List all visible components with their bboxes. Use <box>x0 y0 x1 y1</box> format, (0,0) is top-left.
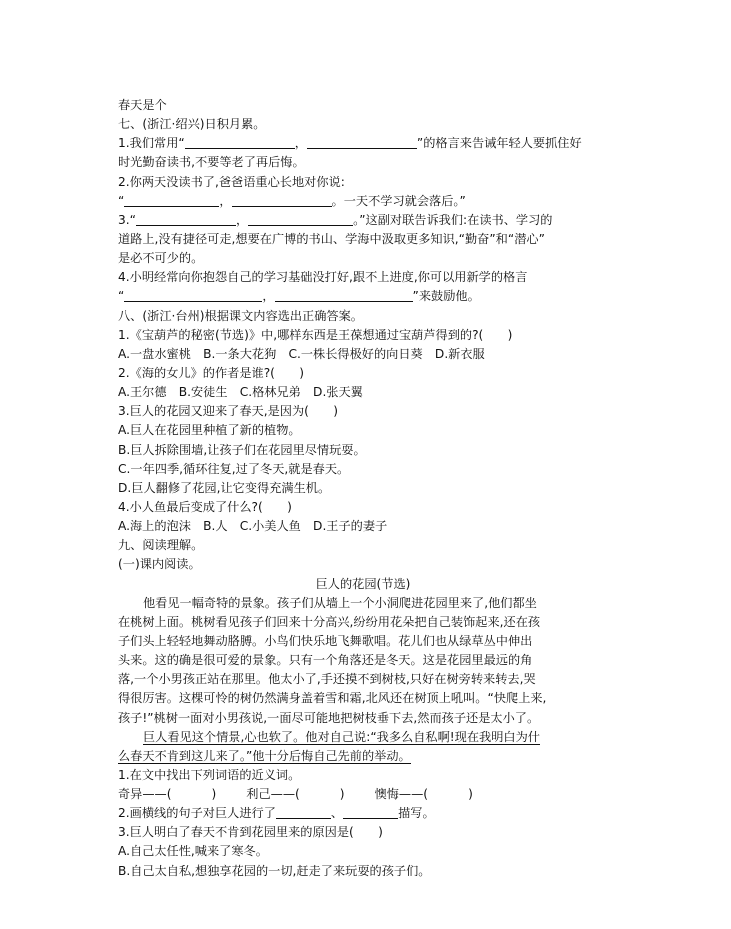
option-d[interactable]: D.巨人翻修了花园,让它变得充满生机。 <box>118 480 331 495</box>
question-8-2-options[interactable]: A.王尔德 B.安徒生 C.格林兄弟 D.张天翼 <box>118 385 363 400</box>
passage-line: 他看见一幅奇特的景象。孩子们从墙上一个小洞爬进花园里来了,他们都坐 <box>143 595 537 610</box>
section-eight-title: 八、(浙江·台州)根据课文内容选出正确答案。 <box>118 308 363 323</box>
passage-line: 在桃树上面。桃树看见孩子们回来十分高兴,纷纷用花朵把自己装饰起来,还在孩 <box>118 614 541 629</box>
section-seven-title: 七、(浙江·绍兴)日积月累。 <box>118 117 266 132</box>
option-b[interactable]: B.巨人拆除围墙,让孩子们在花园里尽情玩耍。 <box>118 442 366 457</box>
answer-blank[interactable] <box>232 194 332 207</box>
question-8-1-options[interactable]: A.一盘水蜜桃 B.一条大花狗 C.一株长得极好的向日葵 D.新衣服 <box>118 346 485 361</box>
option-b[interactable]: B.自己太自私,想独享花园的一切,赶走了来玩耍的孩子们。 <box>118 863 431 878</box>
question-7-2-blanks <box>118 192 608 211</box>
option-c[interactable]: C.一年四季,循环往复,过了冬天,就是春天。 <box>118 461 350 476</box>
section-nine-title: 九、阅读理解。 <box>118 538 204 553</box>
question-7-4: 4.小明经常向你抱怨自己的学习基础没打好,跟不上进度,你可以用新学的格言 <box>118 270 528 285</box>
text: ) <box>339 787 345 802</box>
worksheet-page <box>118 96 608 881</box>
answer-blank[interactable] <box>248 213 353 226</box>
word-prompt: 懊悔——( <box>374 787 429 802</box>
answer-blank[interactable] <box>276 806 331 819</box>
answer-blank[interactable] <box>343 806 398 819</box>
subsection-title: (一)课内阅读。 <box>118 557 201 572</box>
answer-blank[interactable] <box>185 136 295 149</box>
passage-title: 巨人的花园(节选) <box>315 576 411 591</box>
passage-line: 头来。这的确是很可爱的景象。只有一个角落还是冬天。这是花园里最远的角 <box>118 653 533 668</box>
word-prompt: 奇异——( <box>118 787 172 802</box>
option-a[interactable]: A.巨人在花园里种植了新的植物。 <box>118 423 301 438</box>
underlined-text: 巨人看见这个情景,心也软了。他对自己说:“我多么自私啊!现在我明白为什 <box>143 729 540 744</box>
text: 描写。 <box>398 806 435 821</box>
text-line: 春天是个 <box>118 98 167 112</box>
text: ) <box>468 787 473 802</box>
question-8-1: 1.《宝葫芦的秘密(节选)》中,哪样东西是王葆想通过宝葫芦得到的?( ) <box>118 327 513 342</box>
answer-blank[interactable] <box>136 213 236 226</box>
underlined-text: 么春天不肯到这儿来了。”他十分后悔自己先前的举动。 <box>118 748 411 763</box>
text: 。一天不学习就会落后。” <box>331 193 466 208</box>
text: 1.我们常用“ <box>118 136 185 151</box>
question-8-4-options[interactable]: A.海上的泡沫 B.人 C.小美人鱼 D.王子的妻子 <box>118 519 388 534</box>
question-8-3: 3.巨人的花园又迎来了春天,是因为( ) <box>118 404 339 419</box>
question-8-4: 4.小人鱼最后变成了什么?( ) <box>118 499 292 514</box>
question-7-4-blanks <box>118 287 608 306</box>
question-7-1 <box>118 134 608 153</box>
question-7-2: 2.你两天没读书了,爸爸语重心长地对你说: <box>118 174 345 189</box>
text: 3.“ <box>118 212 136 227</box>
text: “ <box>118 193 125 208</box>
text-line: 是必不可少的。 <box>118 251 204 266</box>
text-line: 道路上,没有捷径可走,想要在广博的书山、学海中汲取更多知识,“勤奋”和“潜心” <box>118 231 545 246</box>
underlined-sentence <box>118 728 608 747</box>
passage-line: 孩子!”桃树一面对小男孩说,一面尽可能地把树枝垂下去,然而孩子还是太小了。 <box>118 710 540 725</box>
question-8-2: 2.《海的女儿》的作者是谁?( ) <box>118 365 305 380</box>
passage-line: 子们头上轻轻地舞动胳膊。小鸟们快乐地飞舞歌唱。花儿们也从绿草丛中伸出 <box>118 633 533 648</box>
text: ， <box>262 289 275 304</box>
underlined-sentence <box>118 747 608 766</box>
question-7-3 <box>118 211 608 230</box>
text: ) <box>211 787 217 802</box>
text: “ <box>118 289 125 304</box>
answer-blank[interactable] <box>307 136 417 149</box>
reading-question-2 <box>118 804 608 823</box>
answer-blank[interactable] <box>124 194 219 207</box>
reading-question-1: 1.在文中找出下列词语的近义词。 <box>118 767 301 782</box>
text: 、 <box>330 806 344 821</box>
synonym-row <box>118 785 608 804</box>
text: ”的格言来告诫年轻人要抓住好 <box>416 136 582 151</box>
text: ”来鼓励他。 <box>412 289 480 304</box>
word-prompt: 利己——( <box>246 787 300 802</box>
reading-question-3: 3.巨人明白了春天不肯到花园里来的原因是( ) <box>118 825 383 840</box>
answer-blank[interactable] <box>124 289 262 302</box>
text: ， <box>294 136 307 151</box>
text: ， <box>219 193 232 208</box>
text: 2.画横线的句子对巨人进行了 <box>118 806 276 821</box>
option-a[interactable]: A.自己太任性,喊来了寒冬。 <box>118 844 268 859</box>
text-line: 时光勤奋读书,不要等老了再后悔。 <box>118 155 305 170</box>
passage-line: 落,一个小男孩正站在那里。他太小了,手还摸不到树枝,只好在树旁转来转去,哭 <box>118 672 536 687</box>
text: 。”这副对联告诉我们:在读书、学习的 <box>353 212 553 227</box>
answer-blank[interactable] <box>275 289 413 302</box>
passage-line: 得很厉害。这棵可怜的树仍然满身盖着雪和霜,北风还在树顶上吼叫。“快爬上来, <box>118 691 547 706</box>
text: ， <box>235 212 249 227</box>
